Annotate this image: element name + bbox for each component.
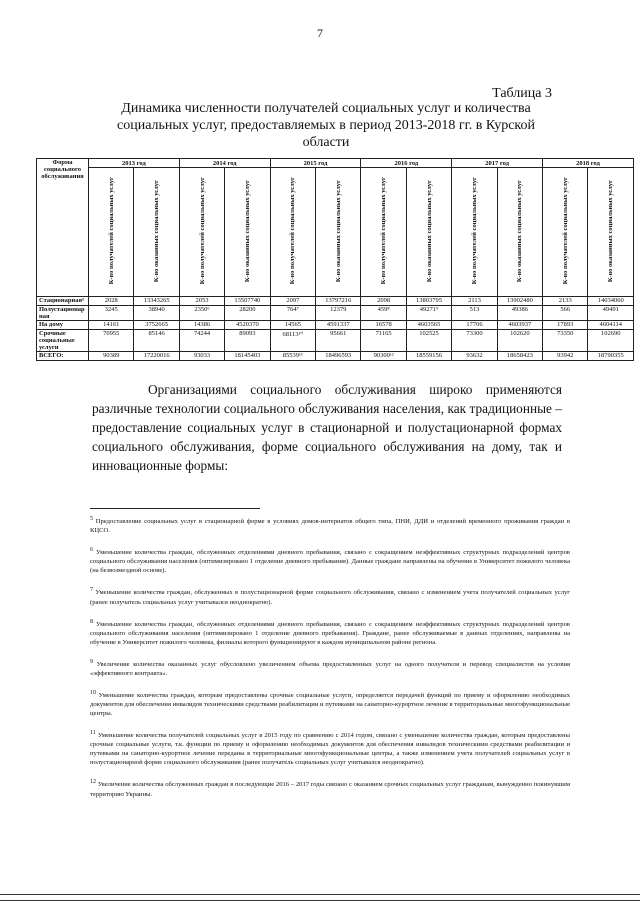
table-cell: 14565 — [270, 321, 315, 330]
table-cell: 2133 — [543, 297, 588, 306]
table-cell: 18145403 — [225, 352, 270, 361]
table-cell: 4603937 — [497, 321, 542, 330]
sub-header-label: К-во получателей социальных услуг — [470, 177, 478, 285]
table-cell: 566 — [543, 306, 588, 321]
sub-header — [588, 168, 634, 297]
year-header: 2018 год — [543, 159, 634, 168]
footnote — [90, 546, 570, 575]
table-cell: 93632 — [452, 352, 497, 361]
footnote-number: 5 — [90, 516, 93, 522]
table-cell: 4591337 — [316, 321, 361, 330]
scan-edge-line — [0, 894, 640, 895]
table-cell: 13507740 — [225, 297, 270, 306]
footnote-text: Предоставление социальных услуг в стационарной форме в условиях домов-интернатов общего типа, ПНИ, ДДИ и отделений временного проживания граждан в КЦСО. — [90, 518, 570, 535]
table-cell: 2097 — [270, 297, 315, 306]
table-cell: 13902480 — [497, 297, 542, 306]
data-table — [36, 158, 634, 361]
table-cell: 102620 — [497, 330, 542, 352]
footnote-number: 11 — [90, 730, 96, 737]
footnote-number: 7 — [90, 587, 93, 594]
table-cell: 93942 — [543, 352, 588, 361]
table-cell: 102525 — [406, 330, 451, 352]
table-cell: 17706 — [452, 321, 497, 330]
sub-header — [134, 168, 179, 297]
table-cell: 73300 — [452, 330, 497, 352]
table-cell: 2098 — [361, 297, 406, 306]
sub-header — [543, 168, 588, 297]
sub-header — [497, 168, 542, 297]
footnote-number: 10 — [90, 689, 96, 696]
table-cell: 74244 — [179, 330, 224, 352]
sub-header — [316, 168, 361, 297]
table-cell: 68113¹⁰ — [270, 330, 315, 352]
footnote — [90, 658, 570, 678]
table-cell: 18790355 — [588, 352, 634, 361]
table-cell: 4520370 — [225, 321, 270, 330]
footnote — [90, 729, 570, 767]
footnote — [90, 689, 570, 718]
sub-header-label: К-во оказанных социальных услуг — [334, 179, 342, 283]
table-cell: 4603565 — [406, 321, 451, 330]
footnote-text: Увеличение количества оказанных услуг обусловлено увеличением объема предоставленных услуг на одного получателя и перевод специалистов на условия «эффективного контракта». — [90, 660, 571, 677]
table-cell: 513 — [452, 306, 497, 321]
table-cell: 13343265 — [134, 297, 179, 306]
table-cell: 85146 — [134, 330, 179, 352]
year-header: 2016 год — [361, 159, 452, 168]
row-label: ВСЕГО: — [37, 352, 89, 361]
sub-header — [406, 168, 451, 297]
footnote-text: Уменьшение количества граждан, обслуженных отделениями дневного пребывания, связано с сокращением неэффективных структурных подразделений центров социального обслуживания населения (оптимизировано 1 отделение дневного пребывания). Данные граждане направлены на обучение в Университет пожилого человека (на безвозмездной основе). — [90, 549, 570, 575]
sub-header-label: К-во получателей социальных услуг — [107, 177, 115, 285]
table-cell: 14386 — [179, 321, 224, 330]
sub-header-label: К-во оказанных социальных услуг — [153, 179, 161, 283]
sub-header — [361, 168, 406, 297]
year-header: 2014 год — [179, 159, 270, 168]
sub-header — [270, 168, 315, 297]
table-row — [37, 330, 634, 352]
sub-header-label: К-во получателей социальных услуг — [380, 177, 388, 285]
footnote — [90, 778, 570, 798]
sub-header — [225, 168, 270, 297]
year-header: 2017 год — [452, 159, 543, 168]
table-cell: 18559156 — [406, 352, 451, 361]
sub-header-label: К-во получателей социальных услуг — [289, 177, 297, 285]
sub-header-label: К-во оказанных социальных услуг — [607, 179, 615, 283]
footnote-text: Уменьшение количества граждан, обслуженных отделениями дневного пребывания, связано с сокращением неэффективных структурных подразделений центров социального обслуживания населения (оптимизировано 1 отделение дневного пребывания). Граждане, ранее обслуживаемые в данных отделениях, направлены на обучение в Университет пожилого человека, филиалы которого функционируют в каждом муниципальном районе региона. — [90, 620, 570, 646]
table-cell: 28200 — [225, 306, 270, 321]
sub-header-label: К-во оказанных социальных услуг — [516, 179, 524, 283]
footnote-text: Уменьшение количества граждан, обслуженных в полустационарной форме социального обслуживания, связано с изменением учета получателей социальных услуг (ранее получатель социальных услуг учитывался неоднократно). — [90, 589, 570, 606]
sub-header — [89, 168, 134, 297]
footnote-text: Уменьшение количества получателей социальных услуг в 2015 году по сравнению с 2014 годом, связано с уменьшение количества граждан, которым предоставлены срочные социальные услуги, т.к. функции по приему и оформлению необходимых документов для обеспечения инвалидов техническими средствами реабилитации и путевками на санаторно-курортное лечение переданы в территориальные многофункциональные центры, а также изменением учета получателей социальных услуг в полустационарной форме социального обслуживания (ранее получатель социальных услуг учитывался неоднократно). — [90, 732, 570, 767]
footnote — [90, 586, 570, 606]
footnote-number: 12 — [90, 779, 96, 786]
table-cell: 4604114 — [588, 321, 634, 330]
sub-header-label: К-во получателей социальных услуг — [561, 177, 569, 285]
sub-header — [179, 168, 224, 297]
footnote-text: Уменьшение количества граждан, которым предоставлены срочные социальные услуги, определяется передачей функций по приему и оформлению необходимых документов для обеспечения инвалидов техническими средствами реабилитации и путевками на санаторно-курортное лечение в территориальные многофункциональные центры. — [90, 692, 570, 718]
sub-header — [452, 168, 497, 297]
row-label: На дому — [37, 321, 89, 330]
table-row — [37, 321, 634, 330]
row-label: Срочные социальные услуги — [37, 330, 89, 352]
table-cell: 2028 — [89, 297, 134, 306]
table-cell: 70955 — [89, 330, 134, 352]
footnote-divider — [90, 508, 260, 509]
table-cell: 2053 — [179, 297, 224, 306]
table-cell: 49386 — [497, 306, 542, 321]
footnote-text: Увеличение количества обслуженных граждан в последующие 2016 – 2017 годы связано с оказанием срочных социальных услуг гражданам, вынужденно покинувшим территорию Украины. — [90, 781, 571, 798]
table-cell: 18496593 — [316, 352, 361, 361]
footnote-number: 6 — [90, 547, 93, 554]
sub-header-label: К-во оказанных социальных услуг — [243, 179, 251, 283]
table-cell: 2350⁶ — [179, 306, 224, 321]
table-cell: 38940 — [134, 306, 179, 321]
table-label: Таблица 3 — [492, 86, 552, 101]
table-cell: 459⁸ — [361, 306, 406, 321]
table-cell: 13803795 — [406, 297, 451, 306]
table-cell: 89093 — [225, 330, 270, 352]
table-cell: 18658423 — [497, 352, 542, 361]
table-cell: 73350 — [543, 330, 588, 352]
footnote-number: 8 — [90, 618, 93, 625]
table-cell: 14161 — [89, 321, 134, 330]
table-row — [37, 297, 634, 306]
footnote — [90, 515, 570, 535]
year-header: 2013 год — [89, 159, 180, 168]
table-cell: 49491 — [588, 306, 634, 321]
footnotes — [90, 515, 570, 810]
table-cell: 49271⁹ — [406, 306, 451, 321]
table-cell: 3752665 — [134, 321, 179, 330]
table-cell: 764⁷ — [270, 306, 315, 321]
form-header: Форма социального обслуживания — [37, 159, 89, 297]
table-row — [37, 306, 634, 321]
table-cell: 3245 — [89, 306, 134, 321]
table-cell: 90389 — [89, 352, 134, 361]
scan-edge-line — [0, 900, 640, 901]
table-cell: 16578 — [361, 321, 406, 330]
table-cell: 2113 — [452, 297, 497, 306]
table-row — [37, 352, 634, 361]
table-cell: 85539¹¹ — [270, 352, 315, 361]
table-cell: 93033 — [179, 352, 224, 361]
row-label: Полустационар ная — [37, 306, 89, 321]
table-cell: 14034060 — [588, 297, 634, 306]
table-title: Динамика численности получателей социальных услуг и количества социальных услуг, предоставляемых в период 2013-2018 гг. в Курской области — [117, 101, 535, 150]
table-cell: 90300¹² — [361, 352, 406, 361]
table-cell: 17220016 — [134, 352, 179, 361]
body-paragraph: Организациями социального обслуживания широко применяются различные технологии социального обслуживания населения, как традиционные – предоставление социальных услуг в стационарной и полустационарной формах социального обслуживания, форме социального обслуживания на дому, так и инновационные формы: — [92, 382, 562, 473]
page-number: 7 — [317, 26, 323, 40]
table-cell: 71165 — [361, 330, 406, 352]
table-cell: 95661 — [316, 330, 361, 352]
footnote-number: 9 — [90, 658, 93, 665]
sub-header-label: К-во получателей социальных услуг — [198, 177, 206, 285]
table-cell: 12379 — [316, 306, 361, 321]
table-cell: 13797216 — [316, 297, 361, 306]
sub-header-label: К-во оказанных социальных услуг — [425, 179, 433, 283]
row-label: Стационарная⁵ — [37, 297, 89, 306]
table-cell: 102690 — [588, 330, 634, 352]
year-header: 2015 год — [270, 159, 361, 168]
table-cell: 17893 — [543, 321, 588, 330]
footnote — [90, 618, 570, 647]
